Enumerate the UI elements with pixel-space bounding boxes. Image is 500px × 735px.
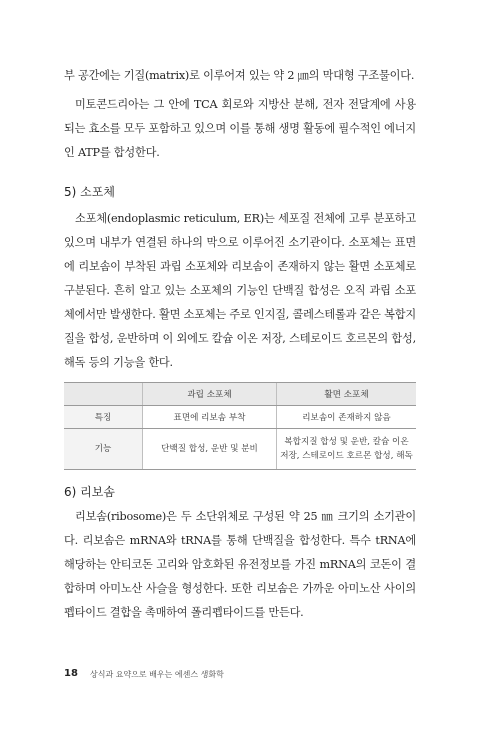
- table-header-rough-er: 과립 소포체: [143, 383, 277, 406]
- table-cell: [277, 429, 417, 470]
- running-footer-title: 상식과 요약으로 배우는 에센스 생화학: [90, 670, 224, 679]
- intro-line: 부 공간에는 기질(matrix)로 이루어져 있는 약 2 ㎛의 막대형 구조물이다.: [64, 69, 415, 82]
- table-cell: 리보솜이 존재하지 않음: [277, 406, 417, 429]
- page-number: 18: [64, 668, 78, 679]
- table-cell-line: 복합지질 합성 및 운반, 칼슘 이온: [284, 437, 409, 447]
- table-row: [64, 429, 416, 470]
- table-row: [64, 406, 416, 429]
- table-cell: 표면에 리보솜 부착: [143, 406, 277, 429]
- ribosome-paragraph: 리보솜(ribosome)은 두 소단위체로 구성된 약 25 ㎚ 크기의 소기관이다. 리보솜은 mRNA와 tRNA를 통해 단백질을 합성한다. 특수 tRNA에 해당하는 안티코돈 고리와 암호화된 유전정보를 가진 mRNA의 코돈이 결합하며 아미노산 사슬을 형성한다. 또한 리보솜은 가까운 아미노산 사이의 펩타이드 결합을 촉매하여 폴리펩타이드를 만든다.: [64, 510, 416, 619]
- table-row-label: 기능: [64, 429, 143, 470]
- er-paragraph: 소포체(endoplasmic reticulum, ER)는 세포질 전체에 고루 분포하고 있으며 내부가 연결된 하나의 막으로 이루어진 소기관이다. 소포체는 표면에 리보솜이 부착된 과립 소포체와 리보솜이 존재하지 않는 활면 소포체로 구분된다. 흔히 알고 있는 소포체의 기능인 단백질 합성은 오직 과립 소포체에서만 발생한다. 활면 소포체는 주로 인지질, 콜레스테롤과 같은 복합지질을 합성, 운반하며 이 외에도 칼슘 이온 저장, 스테로이드 호르몬의 합성, 해독 등의 기능을 한다.: [64, 212, 416, 369]
- section-heading-ribosome: 6) 리보솜: [64, 485, 115, 499]
- table-header-blank: [64, 383, 143, 406]
- table-cell: 단백질 합성, 운반 및 분비: [143, 429, 277, 470]
- table-header-smooth-er: 활면 소포체: [277, 383, 417, 406]
- section-heading-er: 5) 소포체: [64, 185, 115, 199]
- table-row-label: 특징: [64, 406, 143, 429]
- mitochondria-paragraph: 미토콘드리아는 그 안에 TCA 회로와 지방산 분해, 전자 전달계에 사용되는 효소를 모두 포함하고 있으며 이를 통해 생명 활동에 필수적인 에너지인 ATP를 합성한다.: [64, 98, 416, 159]
- table-header-row: [64, 383, 416, 406]
- table-cell-line: 저장, 스테로이드 호르몬 합성, 해독: [280, 451, 413, 461]
- er-comparison-table: [64, 382, 416, 470]
